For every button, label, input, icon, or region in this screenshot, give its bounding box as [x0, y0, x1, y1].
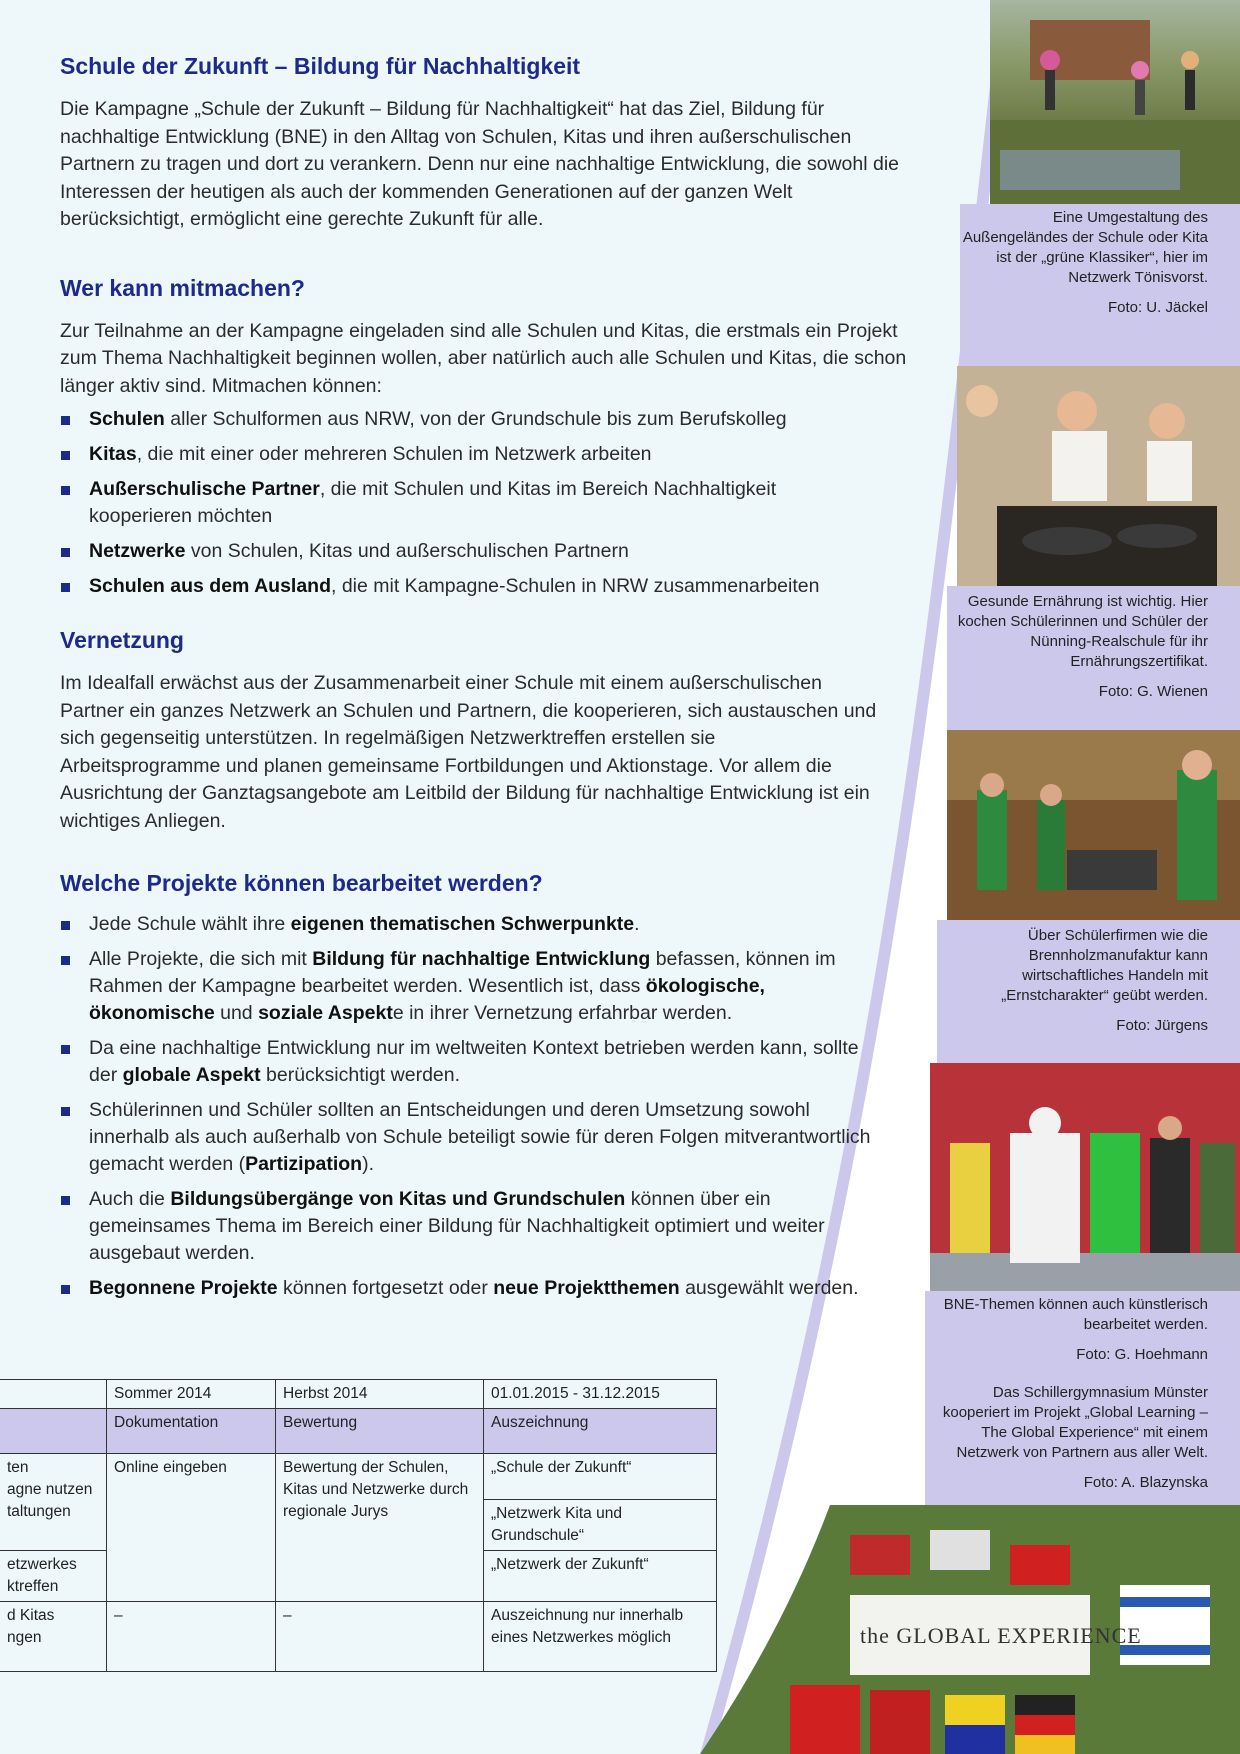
- list-item: Netzwerke von Schulen, Kitas und außerschulischen Partnern: [60, 538, 880, 565]
- bullet-square-icon: [61, 416, 70, 425]
- caption-2: [947, 586, 1240, 730]
- caption-3: [937, 920, 1240, 1063]
- photo-firewood: [947, 730, 1240, 920]
- caption-credit: Foto: G. Wienen: [1098, 683, 1208, 700]
- table-header: Bewertung: [276, 1409, 484, 1454]
- participants-text: Zur Teilnahme an der Kampagne eingeladen sind alle Schulen und Kitas, die erstmals ein Projekt zum Thema Nachhaltigkeit beginnen wollen, aber natürlich auch alle Schulen und Kitas, die schon länger aktiv sind. Mitmachen können:: [60, 319, 907, 397]
- table-cell: Herbst 2014: [276, 1380, 484, 1409]
- caption-credit: Foto: G. Hoehmann: [1076, 1346, 1208, 1363]
- list-item: Schülerinnen und Schüler sollten an Entscheidungen und deren Umsetzung sowohl innerhalb als auch außerhalb von Schule beteiligt sowie für deren Folgen mitverantwortlich gemacht werden (Partizipation).: [60, 1097, 880, 1178]
- intro-text: Die Kampagne „Schule der Zukunft – Bildung für Nachhaltigkeit“ hat das Ziel, Bildung für nachhaltige Entwicklung (BNE) in den Alltag von Schulen, Kitas und ihren außerschulischen Partnern zu tragen und dort zu verankern. Denn nur eine nachhaltige Entwicklung, die sowohl die Interessen der heutigen als auch der kommenden Generationen auf der ganzen Welt berücksichtigt, ermöglicht eine gerechte Zukunft für alle.: [60, 98, 900, 230]
- table-cell: ten agne nutzen taltungen: [0, 1454, 107, 1551]
- photo-cooking: [957, 366, 1240, 586]
- table-cell: etzwerkes ktreffen: [0, 1551, 107, 1602]
- caption-text: Gesunde Ernährung ist wichtig. Hier kochen Schülerinnen und Schüler der Nünning-Realschule für ihr Ernährungszertifikat.: [957, 593, 1208, 670]
- list-item: Kitas, die mit einer oder mehreren Schulen im Netzwerk arbeiten: [60, 441, 880, 468]
- network-text: Im Idealfall erwächst aus der Zusammenarbeit einer Schule mit einem außerschulischen Partner ein ganzes Netzwerk an Schulen und Partnern, die kooperieren, sich austauschen und sich gegenseitig unterstützen. In regelmäßigen Netzwerktreffen erstellen sie Arbeitsprogramme und planen gemeinsame Fortbildungen und Aktionstage. Vor allem die Ausrichtung der Ganztagsangebote am Leitbild der Bildung für nachhaltige Entwicklung ist ein wichtiges Anliegen.: [60, 672, 877, 832]
- list-item: Da eine nachhaltige Entwicklung nur im weltweiten Kontext betrieben werden kann, sollte der globale Aspekt berücksichtigt werden.: [60, 1035, 880, 1089]
- bullet-square-icon: [61, 1045, 70, 1054]
- table-cell: „Netzwerk der Zukunft“: [484, 1551, 717, 1602]
- list-item: Alle Projekte, die sich mit Bildung für nachhaltige Entwicklung befassen, können im Rahmen der Kampagne bearbeitet werden. Wesentlich ist, dass ökologische, ökonomische und soziale Aspekte in ihrer Vernetzung erfahrbar werden.: [60, 946, 880, 1027]
- schedule-table: [0, 1379, 717, 1672]
- table-cell: [0, 1380, 107, 1409]
- table-cell: Online eingeben: [107, 1454, 276, 1602]
- caption-text: Eine Umgestaltung des Außengeländes der Schule oder Kita ist der „grüne Klassiker“, hier im Netzwerk Tönisvorst.: [962, 209, 1208, 286]
- caption-credit: Foto: Jürgens: [1116, 1017, 1208, 1034]
- participants-list: [60, 406, 880, 600]
- list-item: Begonnene Projekte können fortgesetzt oder neue Projektthemen ausgewählt werden.: [60, 1275, 880, 1302]
- heading-participants: Wer kann mitmachen?: [60, 274, 305, 301]
- bullet-square-icon: [61, 486, 70, 495]
- bullet-square-icon: [61, 583, 70, 592]
- projects-list: [60, 911, 880, 1302]
- bullet-square-icon: [61, 921, 70, 930]
- caption-credit: Foto: U. Jäckel: [1107, 299, 1208, 316]
- heading-intro: Schule der Zukunft – Bildung für Nachhaltigkeit: [60, 53, 581, 79]
- heading-network: Vernetzung: [60, 627, 184, 653]
- table-cell: –: [107, 1602, 276, 1672]
- bullet-square-icon: [61, 956, 70, 965]
- heading-projects: Welche Projekte können bearbeitet werden?: [60, 870, 543, 896]
- table-cell: [0, 1409, 107, 1454]
- list-item: Schulen aller Schulformen aus NRW, von der Grundschule bis zum Berufskolleg: [60, 406, 880, 433]
- table-cell: d Kitas ngen: [0, 1602, 107, 1672]
- caption-text: Das Schillergymnasium Münster kooperiert im Projekt „Global Learning – The Global Experience“ mit einem Netzwerk von Partnern aus aller Welt.: [942, 1384, 1208, 1461]
- banner-text: the GLOBAL EXPERIENCE: [860, 1623, 1142, 1648]
- bullet-square-icon: [61, 548, 70, 557]
- table-cell: 01.01.2015 - 31.12.2015: [484, 1380, 717, 1409]
- table-cell: „Netzwerk Kita und Grundschule“: [484, 1500, 717, 1551]
- caption-text: Über Schülerfirmen wie die Brennholzmanufaktur kann wirtschaftliches Handeln mit „Ernstcharakter“ geübt werden.: [1001, 927, 1208, 1004]
- table-cell: –: [276, 1602, 484, 1672]
- photo-outdoor-garden: [990, 0, 1240, 204]
- photo-global-experience: [700, 1505, 1240, 1754]
- caption-text: BNE-Themen können auch künstlerisch bearbeitet werden.: [943, 1296, 1208, 1333]
- table-cell: „Schule der Zukunft“: [484, 1454, 717, 1500]
- caption-1: [960, 204, 1240, 366]
- bullet-square-icon: [61, 451, 70, 460]
- bullet-square-icon: [61, 1285, 70, 1294]
- caption-credit: Foto: A. Blazynska: [1083, 1474, 1208, 1491]
- bullet-square-icon: [61, 1196, 70, 1205]
- table-header: Auszeichnung: [484, 1409, 717, 1454]
- table-cell: Bewertung der Schulen, Kitas und Netzwerke durch regionale Jurys: [276, 1454, 484, 1602]
- list-item: Auch die Bildungsübergänge von Kitas und Grundschulen können über ein gemeinsames Thema im Bereich einer Bildung für Nachhaltigkeit optimiert und weiter ausgebaut werden.: [60, 1186, 880, 1267]
- table-header: Dokumentation: [107, 1409, 276, 1454]
- list-item: Jede Schule wählt ihre eigenen thematischen Schwerpunkte.: [60, 911, 880, 938]
- main-content: [60, 52, 920, 1310]
- list-item: Schulen aus dem Ausland, die mit Kampagne-Schulen in NRW zusammenarbeiten: [60, 573, 880, 600]
- caption-4: [925, 1291, 1240, 1505]
- table-cell: Sommer 2014: [107, 1380, 276, 1409]
- photo-theater: [930, 1063, 1240, 1291]
- list-item: Außerschulische Partner, die mit Schulen und Kitas im Bereich Nachhaltigkeit kooperieren möchten: [60, 476, 880, 530]
- bullet-square-icon: [61, 1107, 70, 1116]
- table-cell: Auszeichnung nur innerhalb eines Netzwerkes möglich: [484, 1602, 717, 1672]
